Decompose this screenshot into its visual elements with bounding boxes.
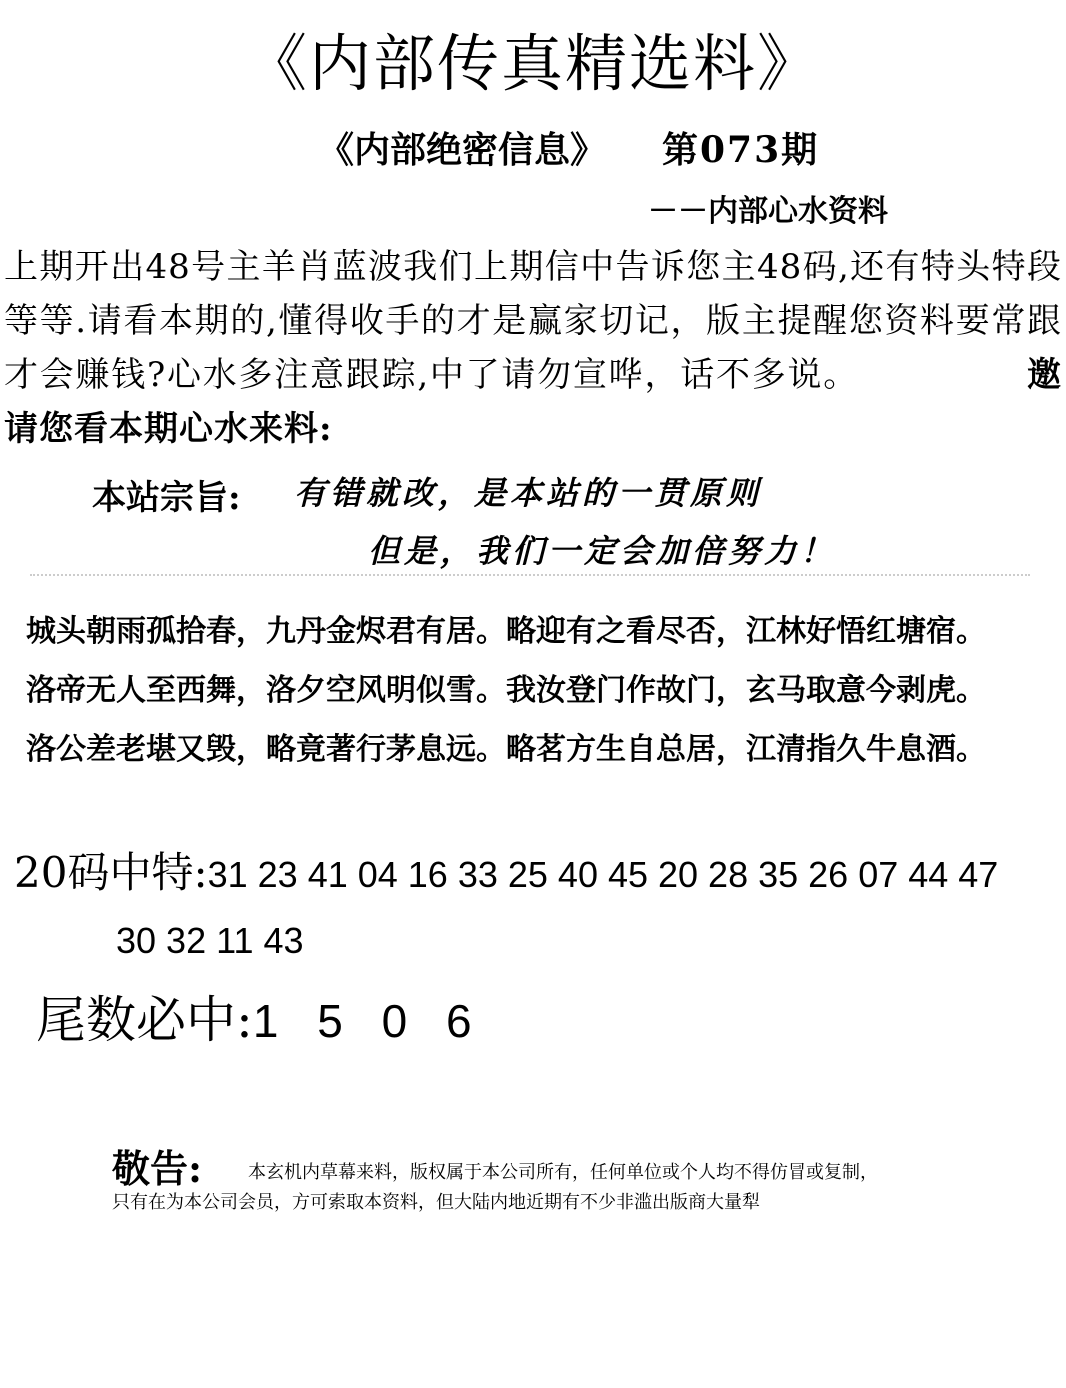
notice-label: 敬告: bbox=[112, 1146, 203, 1191]
notice-line-2: 只有在为本公司会员，方可索取本资料，但大陆内地近期有不少非滥出版商大量犁 bbox=[112, 1192, 760, 1213]
pick-label: 20码中特: bbox=[14, 848, 208, 897]
intro-paragraph bbox=[4, 240, 1062, 456]
pick-row bbox=[14, 840, 998, 900]
poem-line-2: 洛帝无人至西舞，洛夕空风明似雪。我汝登门作故门，玄马取意今剥虎。 bbox=[26, 673, 986, 708]
tail-row bbox=[36, 980, 474, 1052]
page-title: 《内部传真精选料》 bbox=[244, 27, 821, 100]
issue-number: 第073期 bbox=[662, 129, 820, 171]
poem-line-1: 城头朝雨孤拾春，九丹金烬君有居。略迎有之看尽否，江林好悟红塘宿。 bbox=[26, 614, 986, 649]
intro-text: 上期开出48号主羊肖蓝波我们上期信中告诉您主48码,还有特头特段等等.请看本期的,懂得收手的才是赢家切记，版主提醒您资料要常跟才会赚钱?心水多注意跟踪,中了请勿宣哗，话不多说。 bbox=[4, 247, 1062, 395]
pick-numbers-line-2: 30 32 11 43 bbox=[116, 920, 304, 961]
tenet-line-1: 有错就改，是本站的一贯原则 bbox=[294, 474, 763, 512]
tail-label: 尾数必中: bbox=[36, 991, 253, 1049]
poem-line-3: 洛公差老堪又毁，略竟著行茅息远。略茗方生自总居，江清指久牛息酒。 bbox=[26, 732, 986, 767]
divider bbox=[30, 574, 1030, 580]
invite-text: 邀请您看本期心水来料: bbox=[4, 355, 1062, 449]
subtitle: 《内部绝密信息》 bbox=[318, 129, 607, 171]
notice-line-1: 本玄机内草幕来料，版权属于本公司所有，任何单位或个人均不得仿冒或复制， bbox=[248, 1162, 878, 1183]
source-label: －－内部心水资料 bbox=[648, 194, 888, 229]
pick-numbers-line-1: 31 23 41 04 16 33 25 40 45 20 28 35 26 07 44 47 bbox=[207, 854, 999, 895]
tenet-line-2: 但是，我们一定会加倍努力！ bbox=[368, 532, 837, 570]
tenet-label: 本站宗旨: bbox=[92, 478, 241, 518]
tail-numbers: 1 5 0 6 bbox=[252, 995, 474, 1047]
